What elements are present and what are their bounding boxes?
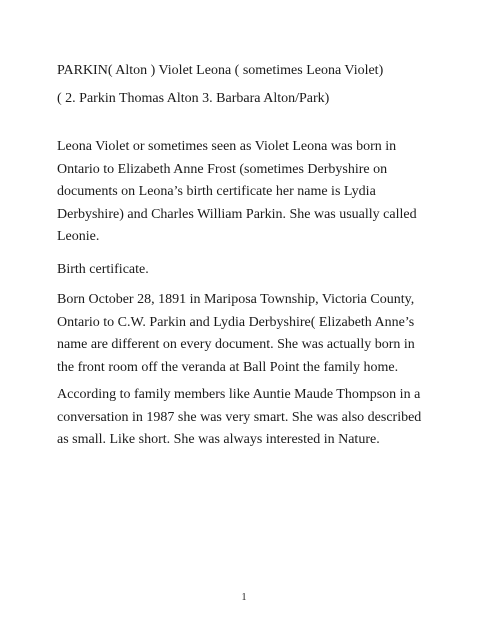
text-line: conversation in 1987 she was very smart. She was also described bbox=[57, 409, 422, 425]
text-line: documents on Leona’s birth certificate her name is Lydia bbox=[57, 184, 376, 199]
text-line: name are different on every document. She was actually born in bbox=[57, 337, 415, 352]
text-line: the front room off the veranda at Ball Point the family home. bbox=[57, 359, 399, 375]
paragraph-birth-parents bbox=[57, 136, 449, 249]
text-line: Derbyshire) and Charles William Parkin. She was usually called bbox=[57, 206, 417, 222]
text-line: as small. Like short. She was always interested in Nature. bbox=[57, 432, 380, 447]
document-title-line: PARKIN( Alton ) Violet Leona ( sometimes Leona Violet) bbox=[57, 63, 384, 78]
text-line: Birth certificate. bbox=[57, 262, 149, 277]
text-line: Born October 28, 1891 in Mariposa Township, Victoria County, bbox=[57, 292, 415, 307]
text-line: Ontario to C.W. Parkin and Lydia Derbyshire( Elizabeth Anne’s bbox=[57, 314, 415, 330]
text-line: Ontario to Elizabeth Anne Frost (sometimes Derbyshire on bbox=[57, 161, 388, 177]
text-line: Leona Violet or sometimes seen as Violet Leona was born in bbox=[57, 139, 397, 154]
text-line: According to family members like Auntie Maude Thompson in a bbox=[57, 387, 421, 402]
paragraph-family-recollections bbox=[57, 384, 449, 452]
page-number: 1 bbox=[241, 592, 247, 603]
paragraph-birth-details bbox=[57, 289, 449, 379]
text-line: Leonie. bbox=[57, 229, 100, 244]
paragraph-birth-certificate bbox=[57, 259, 449, 282]
family-relations-line: ( 2. Parkin Thomas Alton 3. Barbara Alton/Park) bbox=[57, 91, 330, 106]
